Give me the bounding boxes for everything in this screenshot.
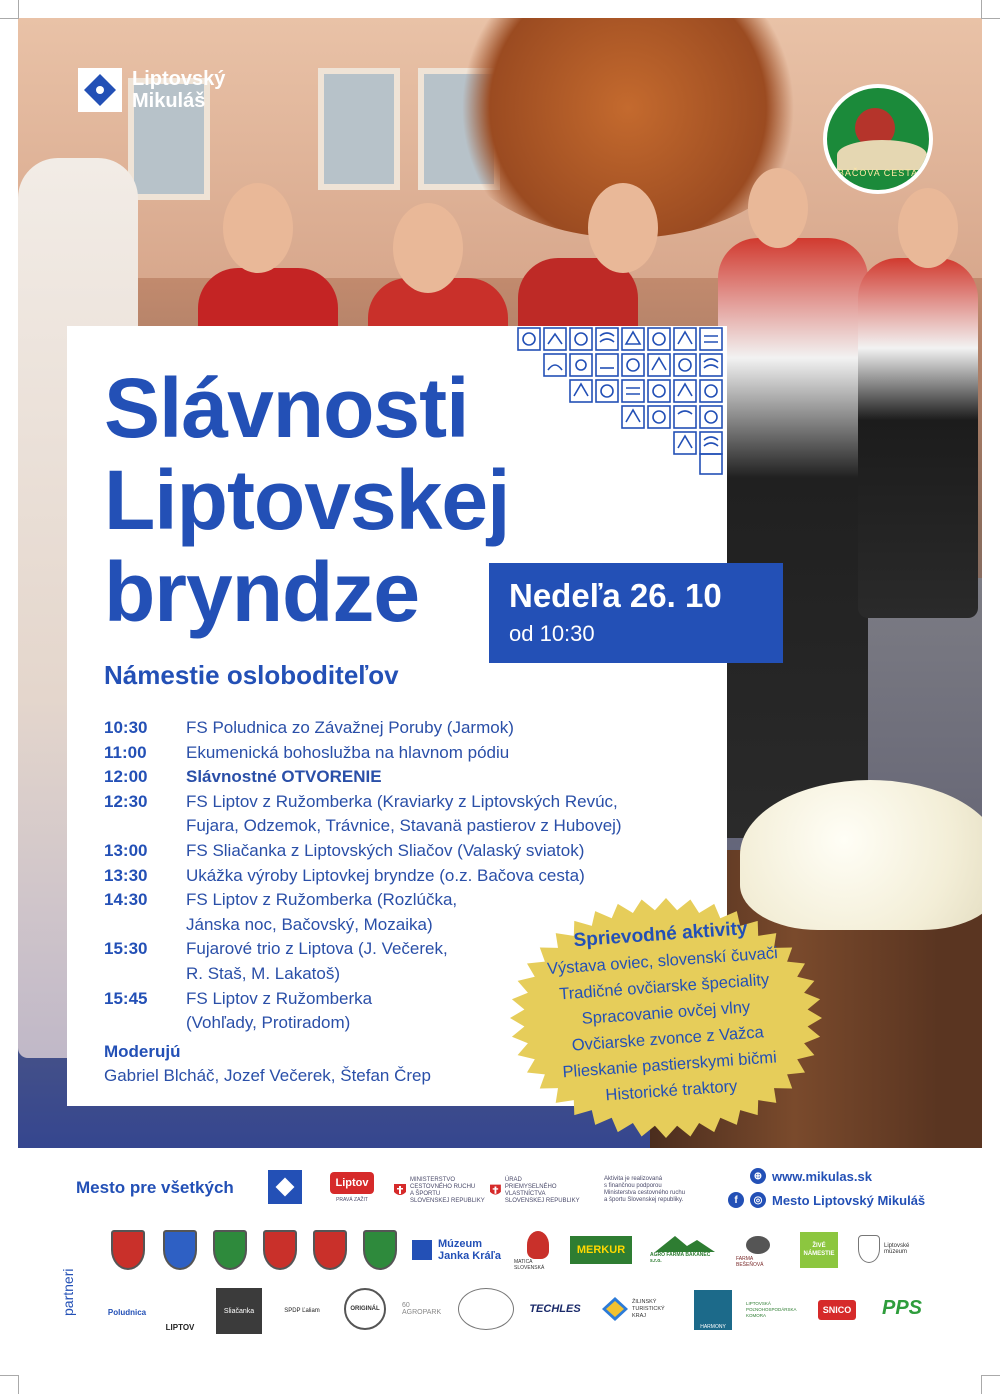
- schedule-time: 13:00: [104, 840, 148, 860]
- footer-motto: Mesto pre všetkých: [76, 1178, 234, 1197]
- cow-icon: [743, 1230, 773, 1256]
- spdp-logo: SPDP Ľaliam: [284, 1308, 320, 1314]
- zilinsky-kraj-icon: [602, 1297, 628, 1321]
- liptov-fs-logo: LIPTOV: [165, 1323, 195, 1332]
- schedule-time: [104, 913, 186, 938]
- schedule-time: 10:30: [104, 718, 148, 737]
- ministry2-line: SLOVENSKEJ REPUBLIKY: [504, 1198, 580, 1204]
- upv-logo: [490, 1176, 590, 1206]
- ministry2-line: ÚRAD: [504, 1177, 522, 1183]
- city-footer-logo-icon: [268, 1170, 302, 1204]
- zilinsky-kraj-logo: [602, 1294, 680, 1324]
- ministry1-text: [410, 1177, 485, 1205]
- agro-farma-logo: [650, 1232, 720, 1266]
- partner-crest: [360, 1230, 400, 1270]
- activity-item: Spracovanie ovčej vlny: [581, 998, 751, 1028]
- schedule-description: Fujarové trio z Liptova (J. Večerek,: [186, 939, 448, 959]
- event-title: [104, 362, 509, 638]
- schedule-time: 15:45: [104, 988, 148, 1008]
- web-links: [734, 1164, 926, 1212]
- crop-mark: [981, 0, 1000, 19]
- moderators-label: Moderujú: [104, 1042, 181, 1061]
- schedule-description: FS Liptov z Ružomberka: [186, 988, 373, 1008]
- schedule-description: FS Liptov z Ružomberka (Kraviarky z Liptovských Revúc,: [186, 791, 618, 811]
- city-logo-icon: [78, 68, 122, 112]
- activities-title: Sprievodné aktivity: [572, 918, 749, 952]
- schedule-row: [104, 839, 664, 864]
- schedule-description: (Vohľady, Protiradom): [186, 1013, 351, 1033]
- schedule-description: Ukážka výroby Liptovkej bryndze (o.z. Bačova cesta): [186, 865, 585, 885]
- social-link[interactable]: Mesto Liptovský Mikuláš: [772, 1192, 926, 1208]
- schedule-description: Fujara, Odzemok, Trávnice, Stavanä pastierov z Hubovej): [186, 816, 622, 836]
- poludnica-logo: Poludnica: [107, 1307, 147, 1317]
- dancer-face: [898, 188, 958, 268]
- liptov-logo-sub: PRAVÁ ZAŽIT: [336, 1196, 368, 1203]
- schedule-description: R. Staš, M. Lakatoš): [186, 963, 340, 983]
- techles-logo: TECHLES: [529, 1303, 581, 1315]
- schedule-time: 12:30: [104, 791, 148, 811]
- liptovske-muzeum-icon: [858, 1235, 880, 1263]
- hill-icon: [837, 140, 927, 170]
- ministry-logo: [394, 1176, 494, 1206]
- schedule-row: [104, 716, 664, 741]
- schedule-row: [104, 864, 664, 889]
- schedule-time: [104, 1011, 186, 1036]
- schedule-time: 13:30: [104, 865, 148, 885]
- partner-oval-logo: [458, 1288, 514, 1330]
- harmony-logo: HARMONY: [694, 1290, 732, 1330]
- moderators-names: Gabriel Blcháč, Jozef Večerek, Štefan Črep: [104, 1066, 431, 1085]
- lpk-logo: LIPTOVSKÁ POĽNOHOSPODÁRSKA KOMORA: [746, 1301, 797, 1318]
- facebook-icon[interactable]: f: [728, 1192, 744, 1208]
- schedule-description: FS Liptov z Ružomberka (Rozlúčka,: [186, 890, 458, 910]
- schedule-description: Slávnostné OTVORENIE: [186, 767, 382, 787]
- ministry1-line: CESTOVNÉHO RUCHU: [410, 1184, 476, 1190]
- matica-label: MATICA SLOVENSKÁ: [514, 1259, 545, 1271]
- dancer: [858, 258, 978, 618]
- partner-crest: [160, 1230, 200, 1270]
- website-link[interactable]: www.mikulas.sk: [772, 1168, 872, 1184]
- agro-farma-label: AGRO FARMA BAKANEC s.r.o.: [650, 1252, 711, 1264]
- mountain-icon: [655, 1234, 715, 1252]
- matica-icon: [527, 1231, 549, 1259]
- title-line3: bryndze: [104, 545, 420, 639]
- date-box: [489, 563, 783, 663]
- support-line: s finančnou podporou: [604, 1183, 662, 1189]
- partner-crest: [210, 1230, 250, 1270]
- bacova-label: BAČOVA CESTA: [837, 168, 919, 178]
- support-text: [604, 1176, 704, 1204]
- zive-namestie-logo: ŽIVÉ NÁMESTIE: [800, 1232, 838, 1268]
- title-line1: Slávnosti: [104, 361, 469, 455]
- schedule-description: FS Poludnica zo Závažnej Poruby (Jarmok): [186, 718, 514, 737]
- original-logo: ORIGINÁL: [344, 1288, 386, 1330]
- schedule-row: [104, 814, 664, 839]
- event-place: Námestie osloboditeľov: [104, 660, 399, 690]
- schedule-row: [104, 765, 664, 790]
- farma-besenova-logo: [736, 1226, 780, 1272]
- slovak-crest-icon: [490, 1184, 501, 1198]
- ministry1-line: A ŠPORTU: [410, 1191, 441, 1197]
- schedule-description: FS Sliačanka z Liptovských Sliačov (Valaský sviatok): [186, 840, 585, 860]
- schedule-description: Jánska noc, Bačovský, Mozaika): [186, 914, 433, 934]
- muzeum-label: Múzeum Janka Kráľa: [438, 1238, 501, 1262]
- crop-mark: [981, 1375, 1000, 1394]
- city-logo: [78, 68, 225, 112]
- ministry1-line: MINISTERSTVO: [410, 1177, 456, 1183]
- activity-item: Plieskanie pastierskymi bičmi: [561, 1048, 778, 1082]
- ministry2-text: [505, 1177, 590, 1205]
- crop-mark: [0, 0, 19, 19]
- city-logo-line1: Liptovský: [132, 68, 226, 90]
- liptovske-muzeum-label: Liptovské múzeum: [884, 1243, 910, 1255]
- schedule-row: [104, 790, 664, 815]
- event-start-time: od 10:30: [509, 621, 595, 646]
- event-date: Nedeľa 26. 10: [509, 577, 722, 614]
- partner-crest: [310, 1230, 350, 1270]
- schedule-time: 15:30: [104, 939, 148, 959]
- support-line: a športu Slovenskej republiky.: [604, 1197, 684, 1203]
- schedule-time: [104, 814, 186, 839]
- title-line2: Liptovskej: [104, 453, 510, 547]
- globe-icon: ⊕: [750, 1168, 766, 1184]
- instagram-icon[interactable]: ◎: [750, 1192, 766, 1208]
- activity-item: Tradičné ovčiarske špeciality: [558, 970, 770, 1004]
- activity-item: Ovčiarske zvonce z Važca: [571, 1023, 765, 1055]
- ministry2-line: PRIEMYSELNÉHO VLASTNÍCTVA: [504, 1184, 557, 1197]
- partners-label: partneri: [60, 1268, 76, 1316]
- dancer: [718, 238, 868, 838]
- window: [318, 68, 400, 190]
- folk-pattern-icon: [516, 326, 728, 476]
- slovak-crest-icon: [394, 1184, 406, 1198]
- dancer-face: [588, 183, 658, 273]
- ministry1-line: SLOVENSKEJ REPUBLIKY: [410, 1198, 485, 1204]
- zilinsky-kraj-label: ŽILINSKÝ TURISTICKÝ KRAJ: [632, 1298, 665, 1319]
- schedule-description: Ekumenická bohoslužba na hlavnom pódiu: [186, 742, 510, 762]
- dancer-face: [223, 183, 293, 273]
- agropark-logo: 60 AGROPARK: [402, 1302, 442, 1316]
- merkur-logo: MERKUR: [570, 1236, 632, 1264]
- activities-badge: [508, 896, 824, 1140]
- schedule-time: 12:00: [104, 767, 148, 787]
- schedule-time: 11:00: [104, 742, 147, 762]
- muzeum-icon: [412, 1240, 432, 1260]
- schedule-time: [104, 962, 186, 987]
- activity-item: Historické traktory: [604, 1077, 738, 1105]
- bacova-cesta-logo: [823, 84, 933, 194]
- dancer-face: [748, 168, 808, 248]
- sliacanka-logo: Sliačanka: [216, 1288, 262, 1334]
- city-logo-line2: Mikuláš: [132, 90, 206, 112]
- muzeum-janka-krala-logo: [412, 1236, 522, 1264]
- activity-item: Výstava oviec, slovenskí čuvači: [546, 944, 779, 979]
- liptovske-muzeum-logo: [858, 1234, 932, 1264]
- dancer-face: [393, 203, 463, 293]
- pps-logo: PPS: [881, 1296, 923, 1319]
- partner-crest: [260, 1230, 300, 1270]
- snico-logo: SNICO: [818, 1300, 856, 1320]
- partner-crest: [108, 1230, 148, 1270]
- schedule-row: [104, 741, 664, 766]
- matica-logo: [514, 1228, 562, 1274]
- schedule-time: 14:30: [104, 890, 148, 910]
- farma-besenova-label: FARMA BEŠEŇOVÁ: [736, 1256, 764, 1268]
- crop-mark: [0, 1375, 19, 1394]
- support-line: Aktivita je realizovaná: [604, 1176, 663, 1182]
- support-line: Ministerstva cestovného ruchu: [604, 1190, 686, 1196]
- liptov-logo: Liptov: [330, 1172, 374, 1194]
